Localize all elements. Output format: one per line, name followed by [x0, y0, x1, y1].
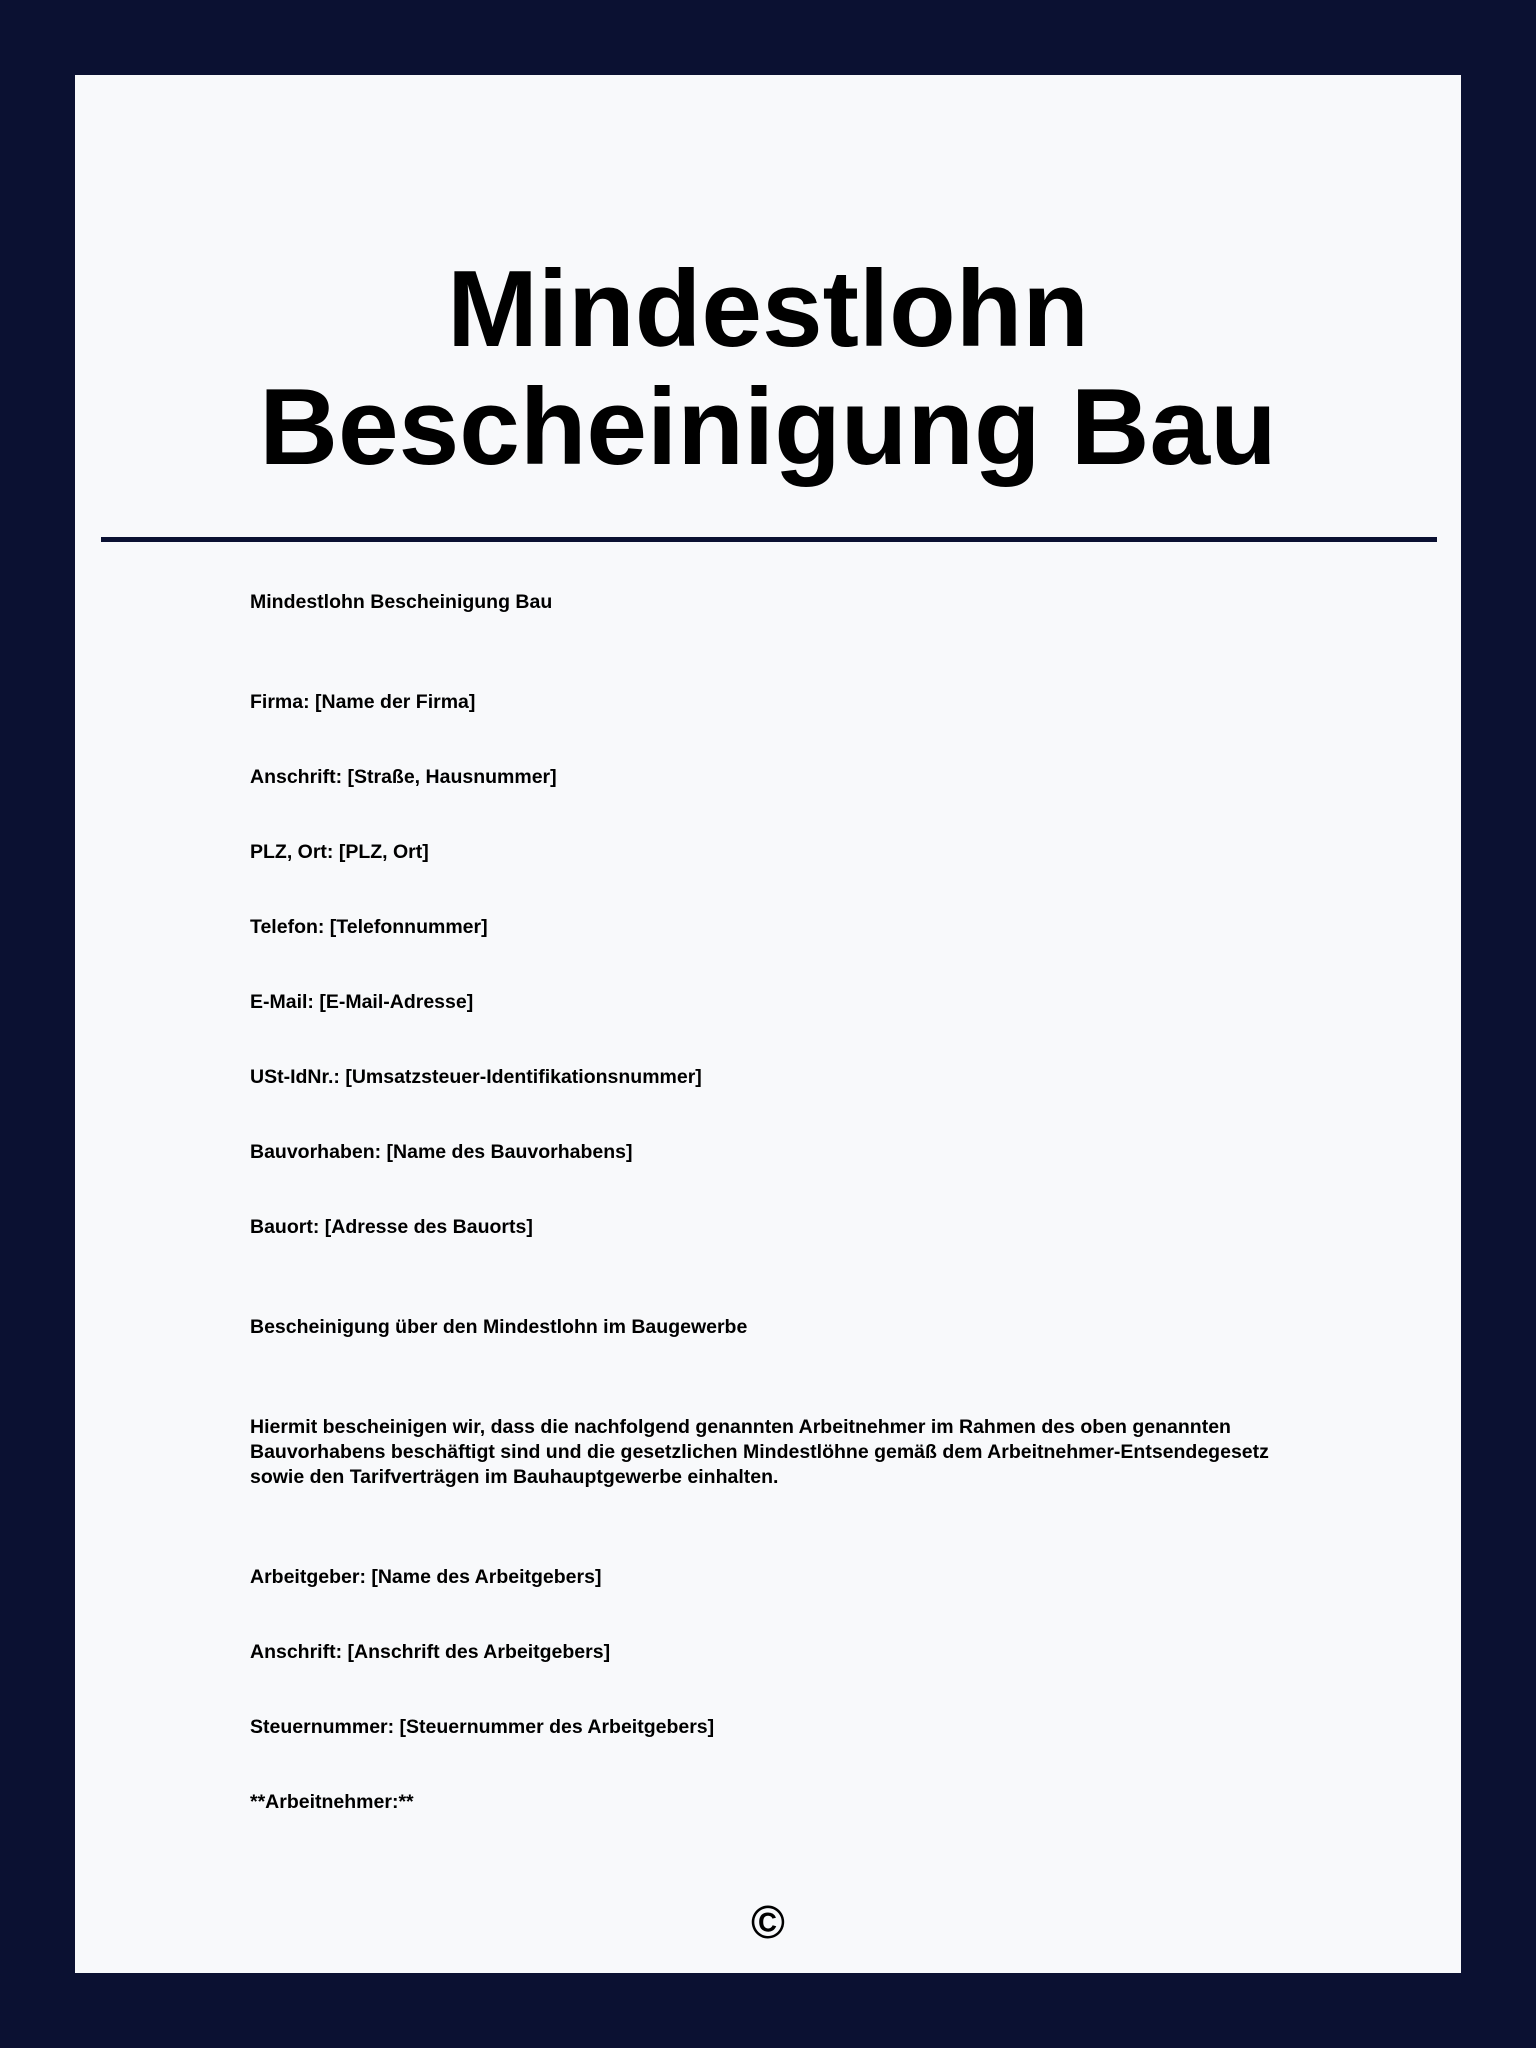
field-arbeitgeber: Arbeitgeber: [Name des Arbeitgebers]: [250, 1566, 602, 1588]
statement-paragraph: Hiermit bescheinigen wir, dass die nachfolgend genannten Arbeitnehmer im Rahmen des oben genannten Bauvorhabens beschäftigt sind und die gesetzlichen Mindestlöhne gemäß dem Arbeitnehmer-Entsendegesetz sowie den Tarifverträgen im Bauhauptgewerbe einhalten.: [250, 1416, 1269, 1488]
field-firma: Firma: [Name der Firma]: [250, 691, 476, 713]
field-ust-idnr: USt-IdNr.: [Umsatzsteuer-Identifikationsnummer]: [250, 1066, 702, 1088]
field-bauvorhaben: Bauvorhaben: [Name des Bauvorhabens]: [250, 1141, 633, 1163]
copyright-icon: ©: [751, 1896, 785, 1948]
employees-label: **Arbeitnehmer:**: [250, 1791, 414, 1813]
field-steuernummer: Steuernummer: [Steuernummer des Arbeitgebers]: [250, 1716, 715, 1738]
document-page: [75, 75, 1461, 1973]
field-plz-ort: PLZ, Ort: [PLZ, Ort]: [250, 841, 429, 863]
field-arbeitgeber-anschrift: Anschrift: [Anschrift des Arbeitgebers]: [250, 1641, 611, 1663]
field-bauort: Bauort: [Adresse des Bauorts]: [250, 1216, 533, 1238]
field-telefon: Telefon: [Telefonnummer]: [250, 916, 488, 938]
body-heading: Mindestlohn Bescheinigung Bau: [250, 591, 553, 613]
title-divider: [101, 537, 1437, 542]
document-title: Mindestlohn Bescheinigung Bau: [259, 248, 1277, 488]
field-email: E-Mail: [E-Mail-Adresse]: [250, 991, 474, 1013]
field-anschrift: Anschrift: [Straße, Hausnummer]: [250, 766, 557, 788]
section-heading: Bescheinigung über den Mindestlohn im Baugewerbe: [250, 1316, 748, 1338]
